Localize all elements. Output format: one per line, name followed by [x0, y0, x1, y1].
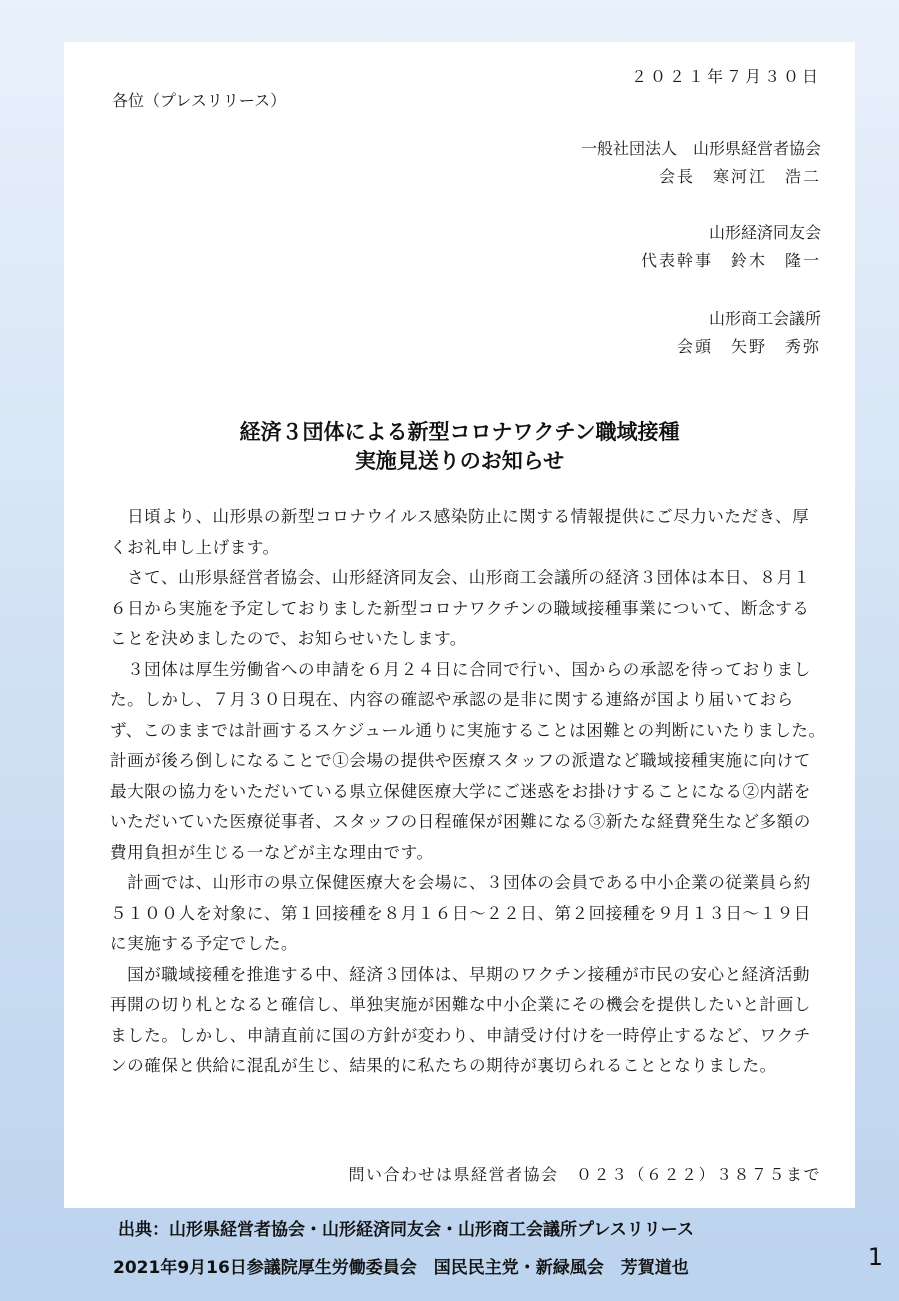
- contact-info: 問い合わせは県経営者協会 ０２３（６２２）３８７５まで: [348, 1165, 821, 1184]
- paragraph: さて、山形県経営者協会、山形経済同友会、山形商工会議所の経済３団体は本日、８月１６日から実施を予定しておりました新型コロナワクチンの職域接種事業について、断念することを決めましたので、お知らせいたします。: [110, 568, 811, 648]
- document-title-line-2: 実施見送りのお知らせ: [354, 449, 565, 473]
- press-release-page: [64, 42, 855, 1208]
- paragraph: ３団体は厚生労働省への申請を６月２４日に合同で行い、国からの承認を待っておりました。しかし、７月３０日現在、内容の確認や承認の是非に関する連絡が国より届いておらず、このままでは計画するスケジュール通りに実施することは困難との判断にいたりました。計画が後ろ倒しになることで①会場の提供や医療スタッフの派遣など職域接種実施に向けて最大限の協力をいただいている県立保健医療大学にご迷惑をお掛けすることになる②内諾をいただいていた医療従事者、スタッフの日程確保が困難になる③新たな経費発生など多額の費用負担が生じる一などが主な理由です。: [110, 659, 826, 862]
- page-number: 1: [867, 1243, 883, 1271]
- org-person-3: 会頭 矢野 秀弥: [676, 337, 821, 356]
- addressee: 各位（プレスリリース）: [112, 91, 287, 110]
- paragraph: 日頃より、山形県の新型コロナウイルス感染防止に関する情報提供にご尽力いただき、厚くお礼申し上げます。: [110, 507, 810, 557]
- source-caption: 出典：山形県経営者協会・山形経済同友会・山形商工会議所プレスリリース: [118, 1220, 694, 1240]
- org-name-2: 山形経済同友会: [708, 223, 821, 242]
- body-text: [110, 502, 826, 1082]
- paragraph: 計画では、山形市の県立保健医療大を会場に、３団体の会員である中小企業の従業員ら約５１００人を対象に、第１回接種を８月１６日～２２日、第２回接種を９月１３日～１９日に実施する予定でした。: [110, 873, 811, 953]
- org-person-2: 代表幹事 鈴木 隆一: [640, 251, 821, 270]
- meeting-caption: 2021年9月16日参議院厚生労働委員会 国民民主党・新緑風会 芳賀道也: [113, 1258, 689, 1278]
- org-person-1: 会長 寒河江 浩二: [658, 167, 821, 186]
- release-date: ２０２１年７月３０日: [630, 67, 821, 86]
- document-title-line-1: 経済３団体による新型コロナワクチン職域接種: [239, 420, 680, 444]
- org-name-1: 一般社団法人 山形県経営者協会: [580, 139, 821, 158]
- org-name-3: 山形商工会議所: [708, 309, 821, 328]
- paragraph: 国が職域接種を推進する中、経済３団体は、早期のワクチン接種が市民の安心と経済活動再開の切り札となると確信し、単独実施が困難な中小企業にその機会を提供したいと計画しました。しかし、申請直前に国の方針が変わり、申請受け付けを一時停止するなど、ワクチンの確保と供給に混乱が生じ、結果的に私たちの期待が裏切られることとなりました。: [110, 964, 811, 1075]
